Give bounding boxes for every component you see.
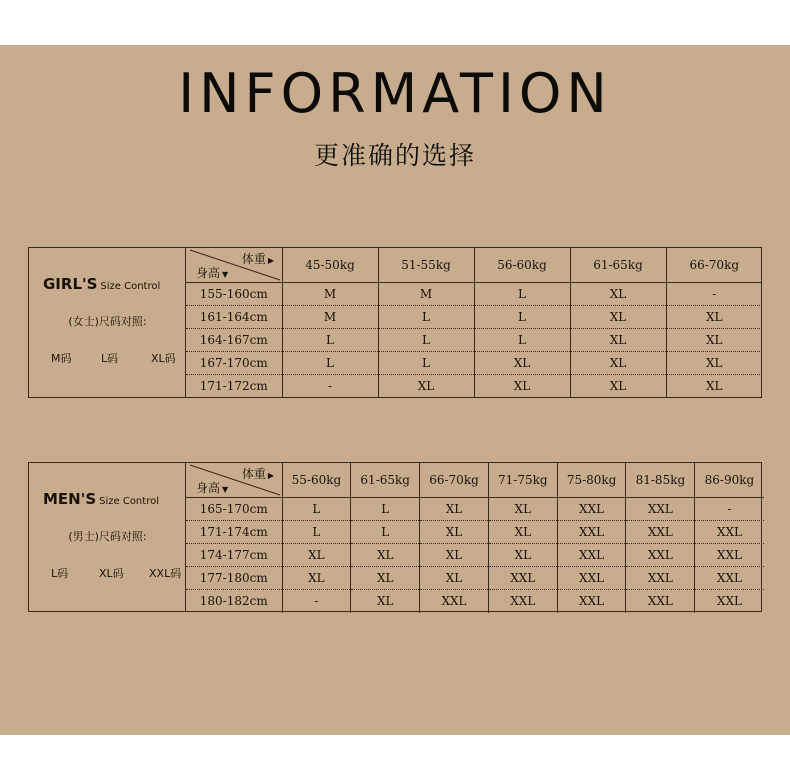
- men-size-cell: XL: [420, 544, 489, 567]
- men-size-cell: XXL: [695, 544, 764, 567]
- girls-size-cell: L: [282, 352, 378, 375]
- men-size-cell: L: [351, 521, 420, 544]
- girls-size-cell: -: [282, 375, 378, 398]
- girls-size-cell: XL: [378, 375, 474, 398]
- men-height-cell: 171-174cm: [186, 521, 282, 544]
- men-size-note: (男士)尺码对照:: [68, 530, 147, 543]
- men-weight-header: 55-60kg: [282, 463, 351, 498]
- men-size-cell: XL: [488, 521, 557, 544]
- girls-size-cell: XL: [474, 352, 570, 375]
- men-size-cell: XXL: [626, 567, 695, 590]
- girls-size-cell: XL: [570, 375, 666, 398]
- men-size-cell: XXL: [695, 521, 764, 544]
- girls-size-l: L码: [101, 352, 119, 365]
- men-height-cell: 177-180cm: [186, 567, 282, 590]
- girls-height-cell: 161-164cm: [186, 306, 282, 329]
- girls-size-cell: M: [282, 306, 378, 329]
- girls-height-label: 身高 ▼: [196, 266, 229, 280]
- men-weight-header: 86-90kg: [695, 463, 764, 498]
- arrow-right-icon: ▶: [267, 256, 274, 265]
- men-size-cell: XXL: [420, 590, 489, 613]
- arrow-down-icon: ▼: [222, 485, 229, 494]
- girls-size-cell: XL: [474, 375, 570, 398]
- girls-header-row: [186, 248, 762, 283]
- page-title: INFORMATION: [178, 62, 612, 125]
- men-size-cell: XXL: [488, 590, 557, 613]
- table-row: [186, 567, 764, 590]
- men-size-cell: XXL: [626, 521, 695, 544]
- girls-weight-header: 66-70kg: [666, 248, 762, 283]
- table-row: [186, 544, 764, 567]
- men-size-l: L码: [51, 567, 69, 580]
- girls-size-xl: XL码: [151, 352, 176, 365]
- girls-brand-sub: Size Control: [100, 281, 161, 292]
- girls-size-cell: XL: [666, 352, 762, 375]
- men-brand-sub: Size Control: [99, 496, 159, 507]
- girls-size-cell: L: [282, 329, 378, 352]
- girls-size-cell: XL: [570, 306, 666, 329]
- men-size-xl: XL码: [99, 567, 124, 580]
- men-size-cell: L: [351, 498, 420, 521]
- men-height-label: 身高 ▼: [196, 481, 229, 495]
- girls-size-table: [186, 248, 762, 398]
- men-size-cell: XXL: [626, 544, 695, 567]
- page-subtitle: 更准确的选择: [313, 141, 476, 170]
- men-height-cell: 180-182cm: [186, 590, 282, 613]
- girls-size-cell: XL: [705, 379, 723, 394]
- girls-size-cell: L: [378, 352, 474, 375]
- men-size-cell: XXL: [626, 590, 695, 613]
- table-row: [186, 521, 764, 544]
- girls-size-cell: XL: [570, 283, 666, 306]
- girls-size-chart: [28, 247, 762, 398]
- table-row: [186, 329, 762, 352]
- men-size-cell: -: [282, 590, 351, 613]
- girls-weight-header: 61-65kg: [570, 248, 666, 283]
- men-size-xxl: XXL码: [149, 567, 182, 580]
- arrow-down-icon: ▼: [222, 270, 229, 279]
- girls-weight-header: 51-55kg: [378, 248, 474, 283]
- girls-height-cell: 167-170cm: [186, 352, 282, 375]
- girls-weight-header: 56-60kg: [474, 248, 570, 283]
- men-weight-header: 71-75kg: [488, 463, 557, 498]
- girls-corner-header: [186, 248, 282, 283]
- men-size-cell: XXL: [626, 498, 695, 521]
- men-size-cell: XL: [488, 544, 557, 567]
- men-size-cell: XL: [351, 567, 420, 590]
- men-size-chart: [28, 462, 762, 612]
- men-size-cell: XXL: [557, 521, 626, 544]
- men-size-cell: L: [282, 521, 351, 544]
- girls-height-cell: 164-167cm: [186, 329, 282, 352]
- arrow-right-icon: ▶: [267, 471, 274, 480]
- girls-size-cell: L: [474, 283, 570, 306]
- men-header-row: [186, 463, 764, 498]
- girls-weight-label: 体重 ▶: [241, 252, 274, 266]
- table-row: [186, 352, 762, 375]
- men-size-cell: XL: [420, 498, 489, 521]
- men-size-cell: XXL: [716, 594, 742, 609]
- girls-brand-label: GIRL'S: [43, 275, 98, 293]
- table-row: [186, 498, 764, 521]
- men-height-cell: 174-177cm: [186, 544, 282, 567]
- girls-side-panel: [29, 248, 186, 397]
- men-size-cell: -: [695, 498, 764, 521]
- girls-size-cell: L: [378, 329, 474, 352]
- girls-size-cell: M: [282, 283, 378, 306]
- men-weight-header: 81-85kg: [626, 463, 695, 498]
- men-size-cell: XXL: [557, 544, 626, 567]
- girls-height-cell: 171-172cm: [186, 375, 282, 398]
- men-side-panel: [29, 463, 186, 611]
- men-size-cell: L: [282, 498, 351, 521]
- girls-size-note: (女士)尺码对照:: [68, 315, 147, 328]
- girls-size-cell: L: [474, 306, 570, 329]
- girls-size-cell: XL: [666, 306, 762, 329]
- girls-size-m: M码: [51, 352, 72, 365]
- girls-brand: [43, 275, 160, 293]
- men-size-cell: XL: [420, 521, 489, 544]
- men-size-cell: XL: [420, 567, 489, 590]
- girls-height-cell: 155-160cm: [186, 283, 282, 306]
- men-size-cell: XL: [282, 544, 351, 567]
- girls-size-cell: M: [378, 283, 474, 306]
- men-corner-header: [186, 463, 282, 498]
- girls-size-cell: XL: [666, 329, 762, 352]
- girls-weight-header: 45-50kg: [282, 248, 378, 283]
- men-size-table: [186, 463, 764, 613]
- girls-size-cell: L: [474, 329, 570, 352]
- girls-size-cell: XL: [570, 329, 666, 352]
- men-brand-label: MEN'S: [43, 490, 97, 508]
- men-weight-header: 66-70kg: [420, 463, 489, 498]
- men-height-cell: 165-170cm: [186, 498, 282, 521]
- men-size-cell: XXL: [557, 498, 626, 521]
- table-row: [186, 283, 762, 306]
- men-size-cell: XL: [488, 498, 557, 521]
- girls-size-cell: L: [378, 306, 474, 329]
- table-row: [186, 306, 762, 329]
- table-row: [186, 375, 762, 398]
- table-row: [186, 590, 764, 613]
- men-size-cell: XXL: [695, 567, 764, 590]
- men-size-cell: XL: [351, 590, 420, 613]
- men-brand: [43, 490, 159, 508]
- men-size-cell: XL: [282, 567, 351, 590]
- girls-size-cell: XL: [570, 352, 666, 375]
- men-size-cell: XXL: [488, 567, 557, 590]
- men-size-cell: XL: [351, 544, 420, 567]
- men-weight-header: 75-80kg: [557, 463, 626, 498]
- men-weight-label: 体重 ▶: [241, 467, 274, 481]
- men-weight-header: 61-65kg: [351, 463, 420, 498]
- men-size-cell: XXL: [557, 567, 626, 590]
- girls-size-cell: -: [666, 283, 762, 306]
- men-size-cell: XXL: [557, 590, 626, 613]
